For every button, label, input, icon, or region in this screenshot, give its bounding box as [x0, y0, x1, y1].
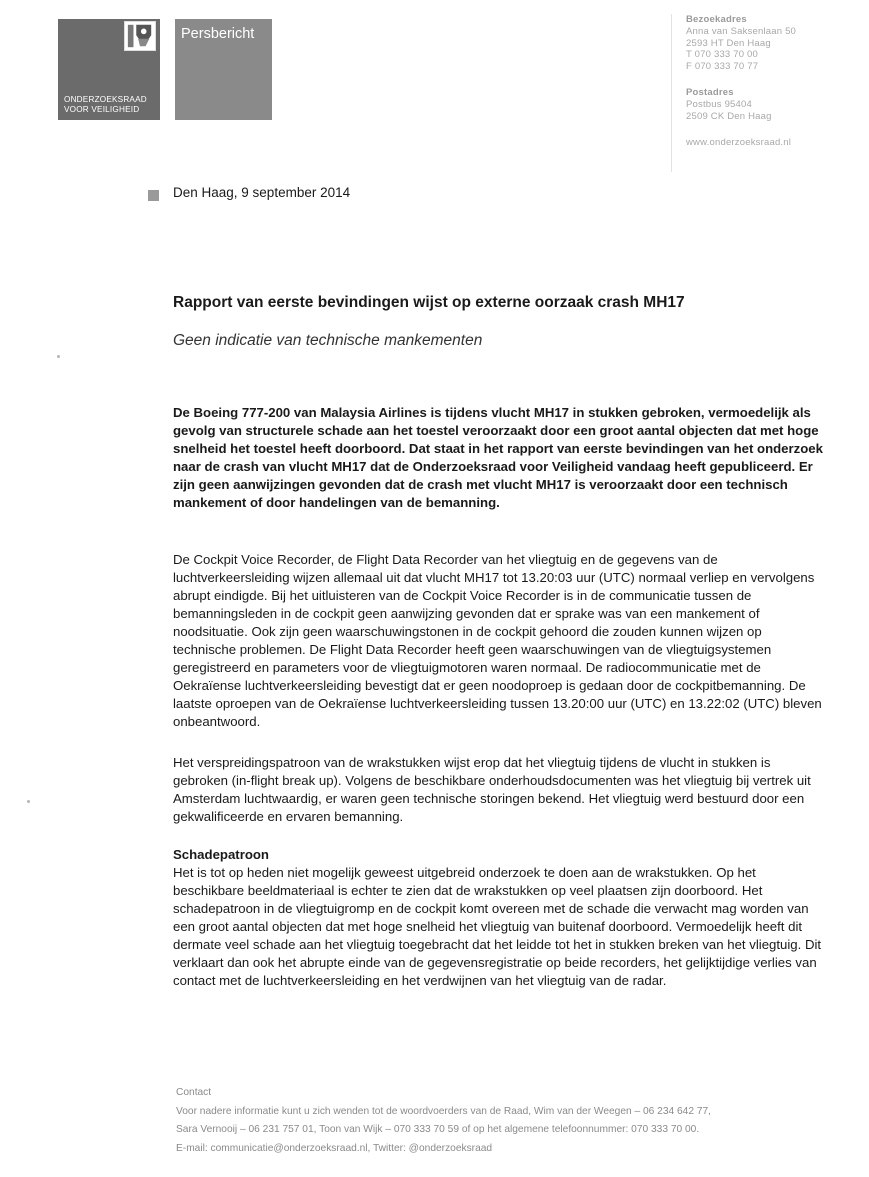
- body-paragraph-3: Het is tot op heden niet mogelijk geweest uitgebreid onderzoek te doen aan de wrakstukken. Op het beschikbare beeldmateriaal is echter te zien dat de wrakstukken op veel plaatsen zijn doorboord. Het schadepatroon in de vliegtuigromp en de cockpit komt overeen met de schade die verwacht mag worden van een groot aantal objecten dat met hoge snelheid het vliegtuig van buitenaf doorboord. Vermoedelijk heeft dit dermate veel schade aan het vliegtuig toegebracht dat het leidde tot het in stukken breken van het vliegtuig. Dit verklaart dan ook het abrupte einde van de gegevensregistratie op beide recorders, het gelijktijdige verlies van contact met de luchtverkeersleiding en het verdwijnen van het vliegtuig van de radar.: [173, 865, 822, 988]
- scan-speck: [57, 355, 60, 358]
- visit-street: Anna van Saksenlaan 50: [686, 25, 797, 37]
- body-paragraph-2: Het verspreidingspatroon van de wrakstukken wijst erop dat het vliegtuig tijdens de vlucht in stukken is gebroken (in-flight break up). Volgens de beschikbare onderhoudsdocumenten was het vliegtuig bij vertrek uit Amsterdam luchtwaardig, er waren geen technische storingen bekend. Het vliegtuig werd bestuurd door een gekwalificeerde en ervaren bemanning.: [173, 755, 811, 824]
- scan-speck: [27, 800, 30, 803]
- section-heading: Schadepatroon: [173, 847, 269, 862]
- contact-line-3: E-mail: communicatie@onderzoeksraad.nl, Twitter: @onderzoeksraad: [176, 1142, 493, 1154]
- document-type-block: [175, 19, 272, 120]
- press-release-subtitle: Geen indicatie van technische mankementen: [173, 332, 483, 349]
- website-link[interactable]: www.onderzoeksraad.nl: [686, 137, 792, 149]
- contact-line-2: Sara Vernooij – 06 231 757 01, Toon van Wijk – 070 333 70 59 of op het algemene telefoonnummer: 070 333 70 00.: [176, 1124, 700, 1135]
- fax-number: F 070 333 70 77: [686, 61, 759, 73]
- contact-footer: [176, 1084, 856, 1158]
- contact-label: Contact: [176, 1087, 212, 1098]
- visit-address-label: Bezoekadres: [686, 14, 747, 25]
- document-type-label: Persbericht: [181, 26, 255, 42]
- coat-of-arms-icon: [124, 21, 156, 51]
- contact-line-1: Voor nadere informatie kunt u zich wenden tot de woordvoerders van de Raad, Wim van der Weegen – 06 234 642 77,: [176, 1105, 711, 1117]
- square-bullet-icon: [148, 190, 159, 201]
- organisation-logo: [58, 19, 160, 120]
- address-block: [671, 14, 861, 172]
- logo-wordmark: ONDERZOEKSRAAD VOOR VEILIGHEID: [64, 95, 147, 114]
- dateline: Den Haag, 9 september 2014: [173, 185, 351, 200]
- postal-city: 2509 CK Den Haag: [686, 110, 772, 122]
- body-paragraph-1: De Cockpit Voice Recorder, de Flight Data Recorder van het vliegtuig en de gegevens van de luchtverkeersleiding wijzen allemaal uit dat vlucht MH17 tot 13.20:03 uur (UTC) normaal verliep en vervolgens abrupt eindigde. Bij het uitluisteren van de Cockpit Voice Recorder is in de communicatie tussen de bemanningsleden in de cockpit geen aanwijzing gevonden dat er sprake was van een mankement of noodsituatie. Ook zijn geen waarschuwingstonen in de cockpit gehoord die zouden kunnen wijzen op technische problemen. De Flight Data Recorder heeft geen waarschuwingen van de vliegtuigsystemen geregistreerd en parameters voor de vliegtuigmotoren waren normaal. De radiocommunicatie met de Oekraïense luchtverkeersleiding bevestigt dat er geen noodoproep is gedaan door de cockpitbemanning. De laatste oproepen van de Oekraïense luchtverkeersleiding tussen 13.20:00 uur (UTC) en 13.22:02 (UTC) bleven onbeantwoord.: [173, 552, 822, 729]
- press-release-title: Rapport van eerste bevindingen wijst op externe oorzaak crash MH17: [173, 294, 685, 311]
- phone-number: T 070 333 70 00: [686, 49, 759, 61]
- postbox: Postbus 95404: [686, 98, 752, 110]
- visit-city: 2593 HT Den Haag: [686, 37, 771, 49]
- lead-paragraph: De Boeing 777-200 van Malaysia Airlines is tijdens vlucht MH17 in stukken gebroken, vermoedelijk als gevolg van structurele schade aan het toestel veroorzaakt door een groot aantal objecten dat met hoge snelheid het toestel heeft doorboord. Dat staat in het rapport van eerste bevindingen van het onderzoek naar de crash van vlucht MH17 dat de Onderzoeksraad voor Veiligheid vandaag heeft gepubliceerd. Er zijn geen aanwijzingen gevonden dat de crash met vlucht MH17 is veroorzaakt door een technisch mankement of door handelingen van de bemanning.: [173, 405, 823, 510]
- postal-address-label: Postadres: [686, 86, 734, 98]
